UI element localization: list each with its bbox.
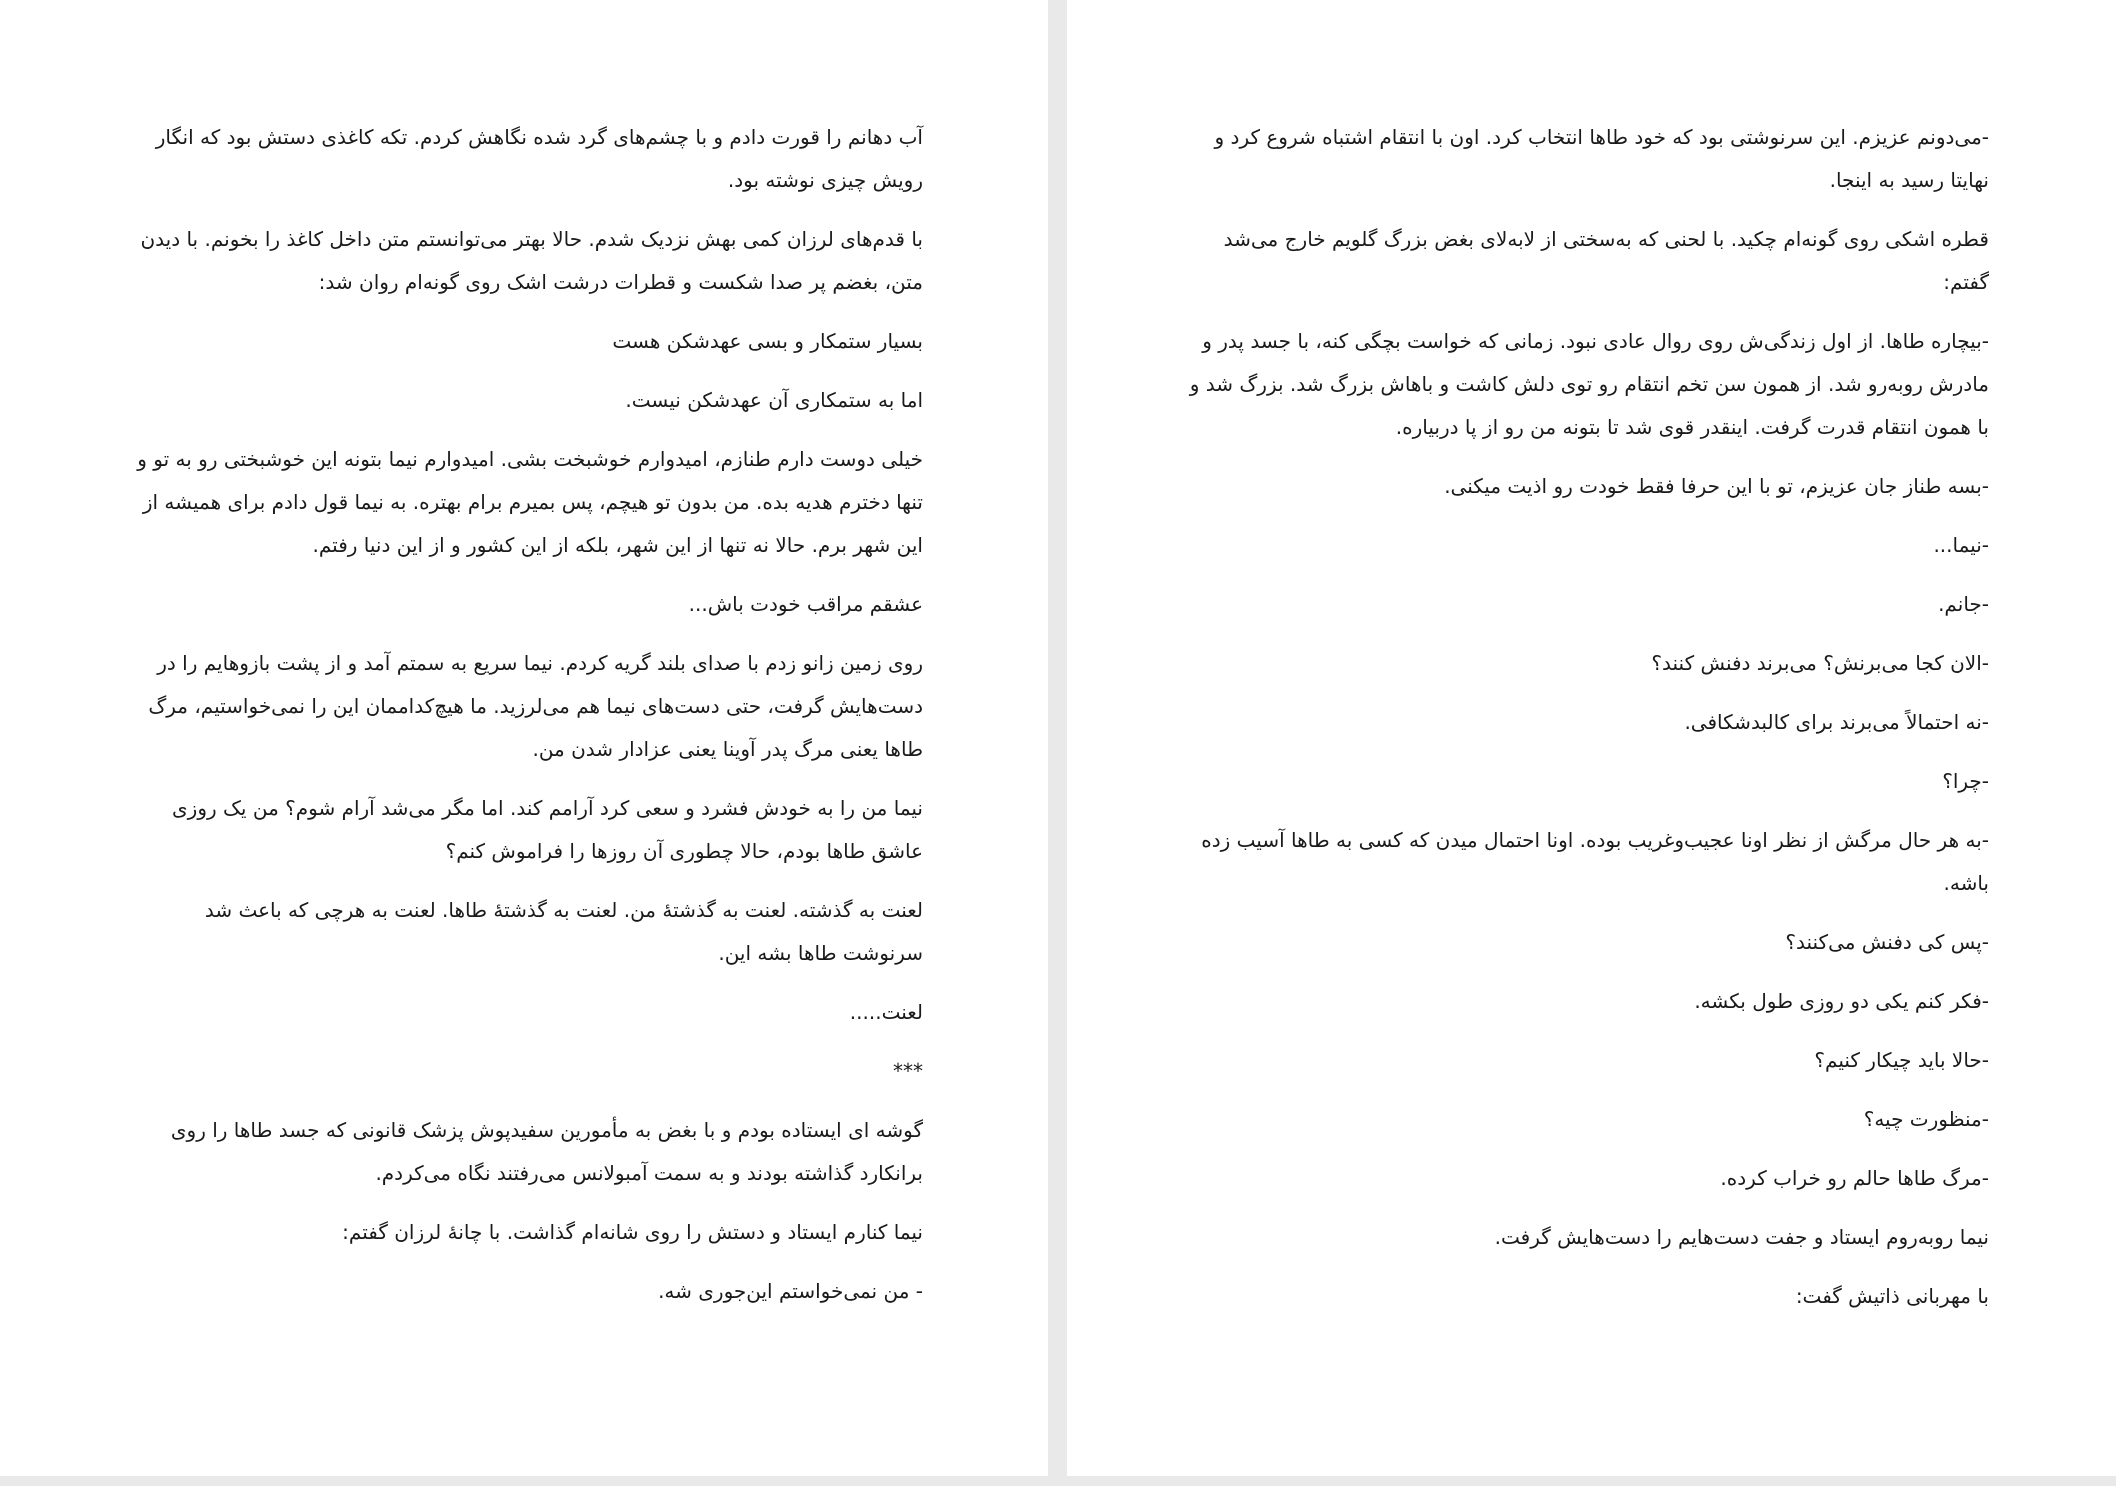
paragraph: عشقم مراقب خودت باش...	[688, 592, 923, 616]
paragraph: - من نمی‌خواستم این‌جوری شه.	[658, 1279, 923, 1303]
paragraph: -نه احتمالاً می‌برند برای کالبدشکافی.	[1684, 710, 1989, 734]
paragraph: اما به ستمکاری آن عهدشکن نیست.	[625, 388, 923, 412]
paragraph: -حالا باید چیکار کنیم؟	[1814, 1048, 1989, 1072]
paragraph: بسیار ستمکار و بسی عهدشکن هست	[612, 329, 923, 353]
paragraph: با مهربانی ذاتیش گفت:	[1795, 1284, 1989, 1308]
paragraph: -می‌دونم عزیزم. این سرنوشتی بود که خود طاها انتخاب کرد. اون با انتقام اشتباه شروع کرد و نهایتا رسید به اینجا.	[1214, 125, 1989, 192]
paragraph: گوشه ای ایستاده بودم و با بغض به مأمورین سفیدپوش پزشک قانونی که جسد طاها را روی برانکارد گذاشته بودند و به سمت آمبولانس می‌رفتند نگاه می‌کردم.	[170, 1118, 923, 1185]
paragraph: قطره اشکی روی گونه‌ام چکید. با لحنی که به‌سختی از لابه‌لای بغض بزرگ گلویم خارج می‌شد گفتم:	[1223, 227, 1989, 294]
paragraph: -جانم.	[1938, 592, 1989, 616]
paragraph: -مرگ طاها حالم رو خراب کرده.	[1720, 1166, 1989, 1190]
section-separator: ***	[893, 1059, 923, 1083]
paragraph: لعنت.....	[849, 1000, 923, 1024]
paragraph: روی زمین زانو زدم با صدای بلند گریه کردم. نیما سریع به سمتم آمد و از پشت بازوهایم را در دست‌هایش گرفت، حتی دست‌های نیما هم می‌لرزید. ما هیچ‌کداممان این را نمی‌خواستیم، مرگ طاها یعنی مرگ پدر آوینا یعنی عزادار شدن من.	[148, 651, 923, 761]
paragraph: -چرا؟	[1942, 769, 1989, 793]
paragraph: -نیما...	[1933, 533, 1989, 557]
paragraph: -منظورت چیه؟	[1863, 1107, 1989, 1131]
paragraph: -بسه طناز جان عزیزم، تو با این حرفا فقط خودت رو اذیت میکنی.	[1444, 474, 1989, 498]
paragraph: -بیچاره طاها. از اول زندگی‌ش روی روال عادی نبود. زمانی که خواست بچگی کنه، با جسد پدر و مادرش روبه‌رو شد. از همون سن تخم انتقام رو توی دلش کاشت و باهاش بزرگ شد. بزرگ شد و با همون انتقام قدرت گرفت. اینقدر قوی شد تا بتونه من رو از پا دربیاره.	[1189, 329, 1989, 439]
paragraph: نیما من را به خودش فشرد و سعی کرد آرامم کند. اما مگر می‌شد آرام شوم؟ من یک روزی عاشق طاها بودم، حالا چطوری آن روزها را فراموش کنم؟	[172, 796, 923, 863]
paragraph: نیما روبه‌روم ایستاد و جفت دست‌هایم را دست‌هایش گرفت.	[1494, 1225, 1989, 1249]
paragraph: با قدم‌های لرزان کمی بهش نزدیک شدم. حالا بهتر می‌توانستم متن داخل کاغذ را بخونم. با دیدن متن، بغضم پر صدا شکست و قطرات درشت اشک روی گونه‌ام روان شد:	[140, 227, 923, 294]
paragraph: نیما کنارم ایستاد و دستش را روی شانه‌ام گذاشت. با چانهٔ لرزان گفتم:	[342, 1220, 923, 1244]
paragraph: -فکر کنم یکی دو روزی طول بکشه.	[1694, 989, 1989, 1013]
document-page-left	[0, 0, 1048, 1476]
document-page-right	[1067, 0, 2116, 1476]
paragraph: -به هر حال مرگش از نظر اونا عجیب‌وغریب بوده. اونا احتمال میدن که کسی به طاها آسیب زده باشه.	[1201, 828, 1989, 895]
paragraph: -پس کی دفنش می‌کنند؟	[1785, 930, 1989, 954]
page-text-left	[123, 116, 923, 1329]
paragraph: خیلی دوست دارم طنازم، امیدوارم خوشبخت بشی. امیدوارم نیما بتونه این خوشبختی رو به تو و تنها دخترم هدیه بده. من بدون تو هیچم، پس بمیرم برام بهتره. به نیما قول دادم برای همیشه از این شهر برم. حالا نه تنها از این شهر، بلکه از این کشور و از این دنیا رفتم.	[137, 447, 923, 557]
paragraph: -الان کجا می‌برنش؟ می‌برند دفنش کنند؟	[1651, 651, 1989, 675]
paragraph: لعنت به گذشته. لعنت به گذشتهٔ من. لعنت به گذشتهٔ طاها. لعنت به هرچی که باعث شد سرنوشت طاها بشه این.	[204, 898, 923, 965]
paragraph: آب دهانم را قورت دادم و با چشم‌های گرد شده نگاهش کردم. تکه کاغذی دستش بود که انگار رویش چیزی نوشته بود.	[155, 125, 923, 192]
page-text-right	[1189, 116, 1989, 1334]
